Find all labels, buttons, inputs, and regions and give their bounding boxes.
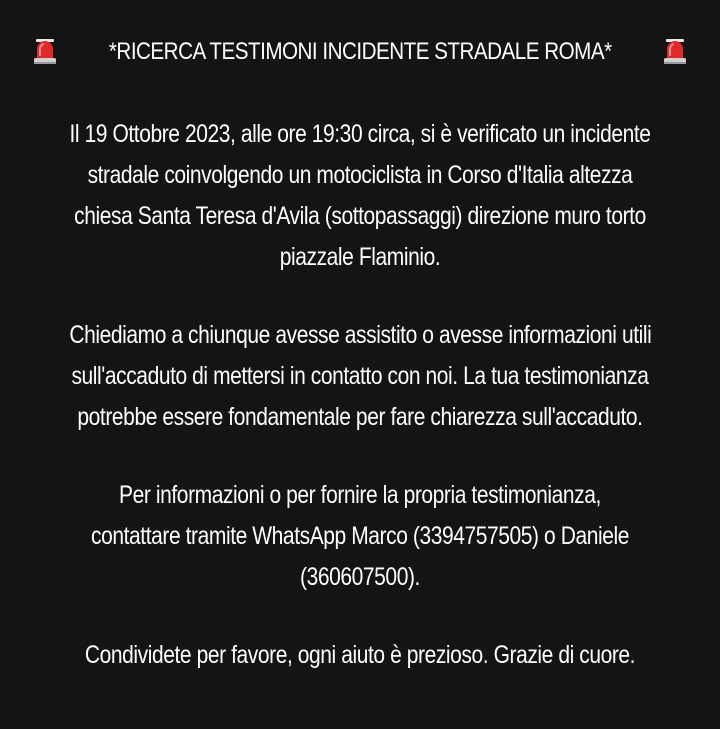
text-line: Il 19 Ottobre 2023, alle ore 19:30 circa, si è verificato un incidente xyxy=(69,120,651,148)
text-line: chiesa Santa Teresa d'Avila (sottopassaggi) direzione muro torto xyxy=(74,202,646,230)
text-line: Per informazioni o per fornire la propria testimonianza, xyxy=(119,481,601,509)
text-line: sull'accaduto di mettersi in contatto con noi. La tua testimonianza xyxy=(71,362,649,390)
post-title: *RICERCA TESTIMONI INCIDENTE STRADALE ROMA* xyxy=(108,38,612,65)
text-line: stradale coinvolgendo un motociclista in Corso d'Italia altezza xyxy=(87,161,633,189)
request-paragraph xyxy=(14,315,706,438)
text-line: Chiediamo a chiunque avesse assistito o avesse informazioni utili xyxy=(69,321,652,349)
text-line: piazzale Flaminio. xyxy=(279,243,441,271)
police-siren-icon xyxy=(32,38,58,66)
incident-paragraph xyxy=(14,114,706,278)
closing-paragraph xyxy=(14,635,706,676)
contact-paragraph xyxy=(14,475,706,598)
text-line: potrebbe essere fondamentale per fare chiarezza sull'accaduto. xyxy=(77,403,643,431)
text-line: (360607500). xyxy=(300,563,420,591)
text-line: Condividete per favore, ogni aiuto è prezioso. Grazie di cuore. xyxy=(84,641,636,669)
police-siren-icon xyxy=(662,38,688,66)
text-line: contattare tramite WhatsApp Marco (3394757505) o Daniele xyxy=(91,522,629,550)
title-row xyxy=(14,34,706,70)
